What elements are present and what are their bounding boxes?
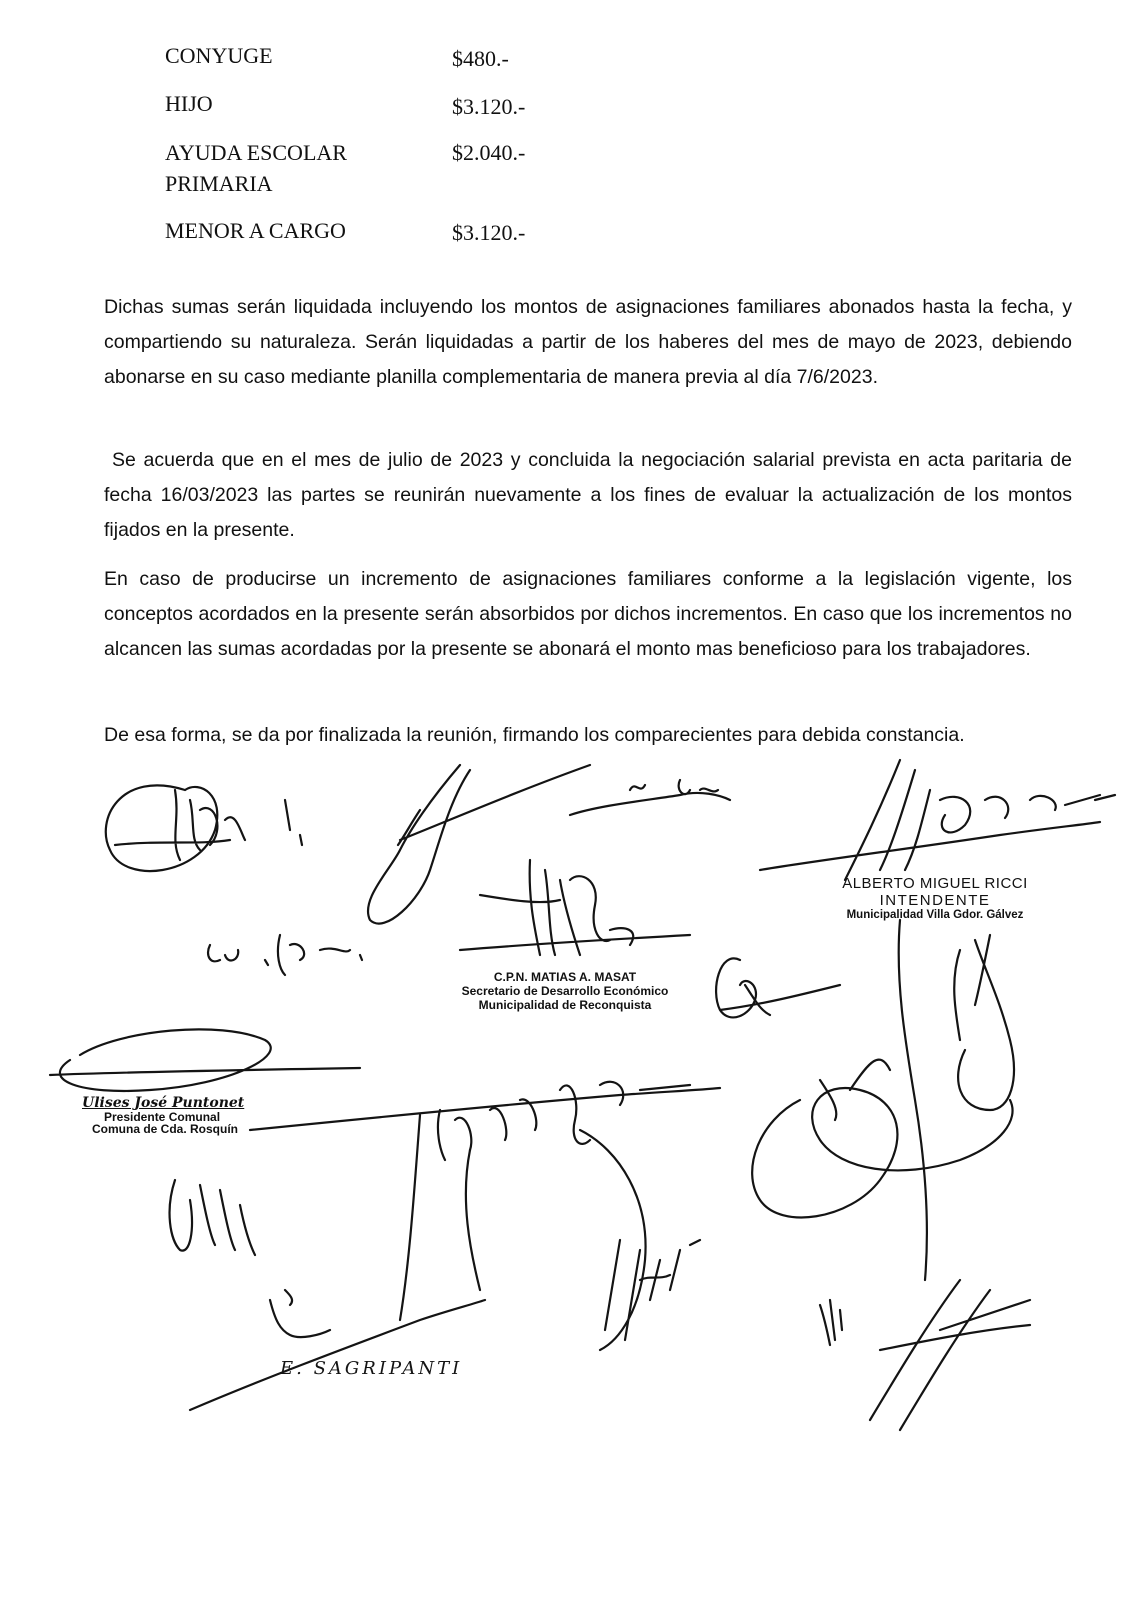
stamp-name: ALBERTO MIGUEL RICCI bbox=[842, 875, 1028, 892]
signature-11 bbox=[752, 1060, 1012, 1218]
concept-amount: $3.120.- bbox=[452, 94, 526, 119]
paragraph-negociacion: Se acuerda que en el mes de julio de 2023 y concluida la negociación salarial prevista en acta paritaria de fecha 16/03/2023 las partes se reunirán nuevamente a los fines de evaluar la actualización de los montos fijados en la presente. bbox=[104, 449, 1072, 541]
stamp-org: Municipalidad Villa Gdor. Gálvez bbox=[846, 909, 1024, 921]
stamp-name: Ulises José Puntonet bbox=[82, 1095, 245, 1111]
paragraph-incremento: En caso de producirse un incremento de asignaciones familiares conforme a la legislación vigente, los conceptos acordados en la presente serán absorbidos por dichos incrementos. En caso que los incrementos no alcancen las sumas acordadas por la presente se abonará el monto mas beneficioso para los trabajadores. bbox=[104, 568, 1072, 660]
stamp-role: Presidente Comunal bbox=[104, 1110, 221, 1124]
stamp-org: Comuna de Cda. Rosquín bbox=[92, 1122, 239, 1136]
signature-ricci bbox=[760, 760, 1115, 880]
signature-14 bbox=[605, 1240, 700, 1340]
signature-6 bbox=[208, 935, 362, 975]
signature-13 bbox=[400, 1115, 646, 1350]
concept-label: HIJO bbox=[165, 91, 213, 116]
stamp-masat bbox=[450, 970, 680, 1012]
concept-amount: $480.- bbox=[452, 46, 509, 71]
stamp-ricci bbox=[815, 875, 1055, 921]
signature-2 bbox=[368, 765, 590, 924]
signature-masat bbox=[460, 860, 690, 955]
stamp-name: C.P.N. MATIAS A. MASAT bbox=[493, 970, 637, 984]
concept-label: CONYUGE bbox=[165, 43, 273, 68]
signature-1 bbox=[106, 785, 302, 871]
signature-line-1 bbox=[880, 1325, 1030, 1350]
stamp-role: INTENDENTE bbox=[879, 892, 991, 909]
signature-7 bbox=[716, 958, 840, 1017]
signature-12 bbox=[170, 1180, 255, 1255]
signature-puntonet bbox=[50, 1029, 360, 1091]
signature-3 bbox=[570, 780, 730, 815]
concept-label: AYUDA ESCOLAR PRIMARIA bbox=[165, 140, 347, 196]
paragraph-cierre: De esa forma, se da por finalizada la reunión, firmando los comparecientes para debida constancia. bbox=[104, 724, 965, 746]
paragraph-liquidacion: Dichas sumas serán liquidada incluyendo los montos de asignaciones familiares abonados hasta la fecha, y compartiendo su naturaleza. Serán liquidadas a partir de los haberes del mes de mayo de 2023, debiendo abonarse en su caso mediante planilla complementaria de manera previa al día 7/6/2023. bbox=[104, 296, 1072, 388]
concept-label: MENOR A CARGO bbox=[165, 218, 346, 243]
stamp-org: Municipalidad de Reconquista bbox=[478, 998, 652, 1012]
concept-amount: $3.120.- bbox=[452, 220, 526, 245]
stamp-role: Secretario de Desarrollo Económico bbox=[461, 984, 669, 998]
signature-sagripanti-text: E. SAGRIPANTI bbox=[280, 1358, 463, 1379]
stamp-puntonet bbox=[82, 1095, 262, 1135]
signature-10 bbox=[899, 920, 1014, 1280]
signature-9 bbox=[250, 1082, 720, 1160]
concept-amount: $2.040.- bbox=[452, 140, 526, 165]
signature-sagripanti bbox=[190, 1290, 485, 1410]
signature-16 bbox=[820, 1280, 1030, 1430]
